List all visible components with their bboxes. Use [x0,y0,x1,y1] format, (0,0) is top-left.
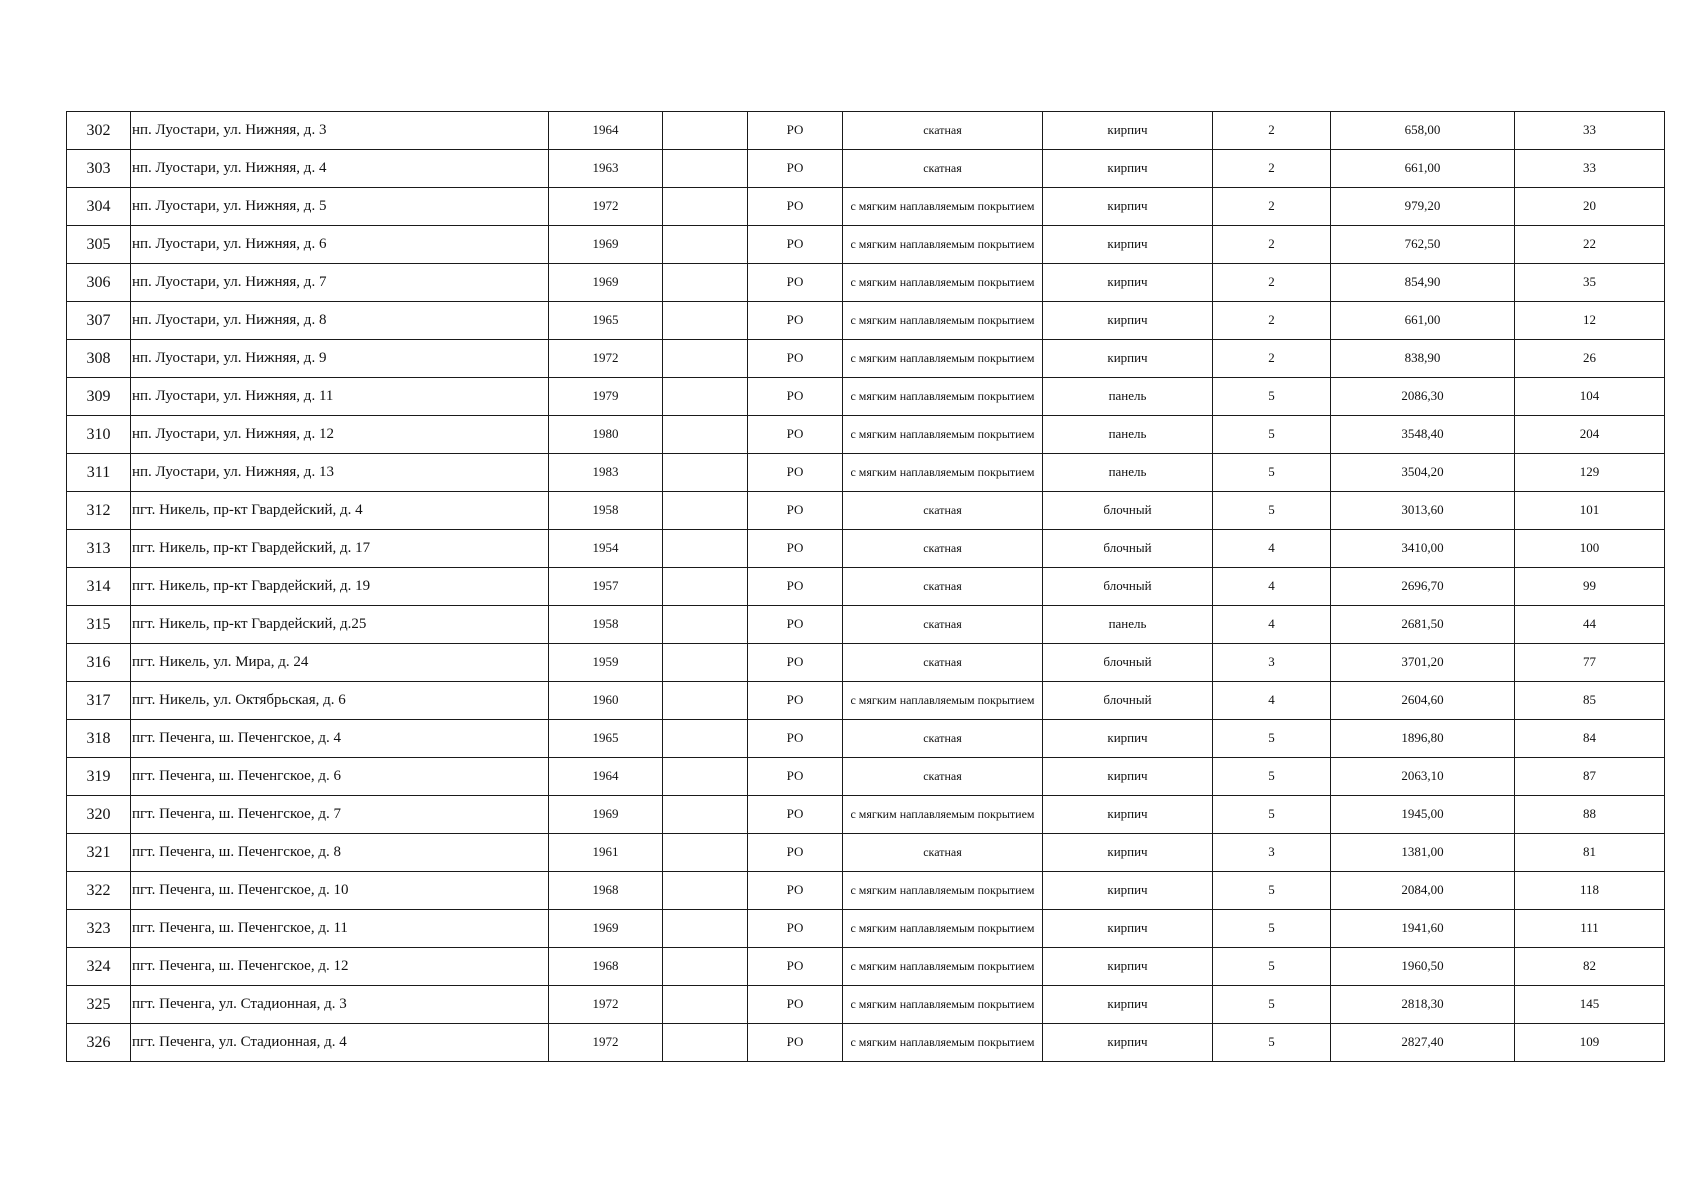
build-year-cell: 1963 [549,150,663,188]
table-row [67,796,1665,834]
wall-material-cell: кирпич [1043,302,1213,340]
table-row [67,758,1665,796]
residents-cell: 85 [1515,682,1665,720]
area-cell: 3013,60 [1331,492,1515,530]
floors-cell: 5 [1213,492,1331,530]
address-cell: пгт. Печенга, ш. Печенгское, д. 11 [131,910,549,948]
roof-type-cell: с мягким наплавляемым покрытием [843,1024,1043,1062]
build-year-cell: 1969 [549,226,663,264]
wall-material-cell: панель [1043,454,1213,492]
floors-cell: 2 [1213,150,1331,188]
residents-cell: 33 [1515,112,1665,150]
area-cell: 762,50 [1331,226,1515,264]
roof-type-cell: скатная [843,720,1043,758]
empty-cell [663,492,748,530]
area-cell: 2084,00 [1331,872,1515,910]
address-cell: пгт. Никель, пр-кт Гвардейский, д. 17 [131,530,549,568]
empty-cell [663,948,748,986]
roof-type-cell: скатная [843,150,1043,188]
row-number-cell: 303 [67,150,131,188]
residents-cell: 101 [1515,492,1665,530]
residents-cell: 129 [1515,454,1665,492]
roof-type-cell: с мягким наплавляемым покрытием [843,872,1043,910]
address-cell: нп. Луостари, ул. Нижняя, д. 7 [131,264,549,302]
floors-cell: 3 [1213,644,1331,682]
roof-type-cell: с мягким наплавляемым покрытием [843,986,1043,1024]
area-cell: 1381,00 [1331,834,1515,872]
area-cell: 2086,30 [1331,378,1515,416]
table-body [67,112,1665,1062]
program-type-cell: РО [748,606,843,644]
wall-material-cell: кирпич [1043,150,1213,188]
floors-cell: 2 [1213,112,1331,150]
roof-type-cell: с мягким наплавляемым покрытием [843,302,1043,340]
floors-cell: 5 [1213,986,1331,1024]
program-type-cell: РО [748,492,843,530]
address-cell: нп. Луостари, ул. Нижняя, д. 9 [131,340,549,378]
program-type-cell: РО [748,872,843,910]
row-number-cell: 308 [67,340,131,378]
housing-registry-table [66,111,1665,1062]
program-type-cell: РО [748,1024,843,1062]
address-cell: нп. Луостари, ул. Нижняя, д. 8 [131,302,549,340]
program-type-cell: РО [748,150,843,188]
build-year-cell: 1965 [549,302,663,340]
row-number-cell: 316 [67,644,131,682]
address-cell: пгт. Печенга, ш. Печенгское, д. 12 [131,948,549,986]
table-row [67,340,1665,378]
program-type-cell: РО [748,454,843,492]
floors-cell: 4 [1213,568,1331,606]
empty-cell [663,834,748,872]
empty-cell [663,796,748,834]
wall-material-cell: кирпич [1043,986,1213,1024]
area-cell: 658,00 [1331,112,1515,150]
table-row [67,644,1665,682]
row-number-cell: 309 [67,378,131,416]
table-row [67,454,1665,492]
area-cell: 2818,30 [1331,986,1515,1024]
program-type-cell: РО [748,226,843,264]
area-cell: 3504,20 [1331,454,1515,492]
address-cell: пгт. Печенга, ул. Стадионная, д. 3 [131,986,549,1024]
residents-cell: 88 [1515,796,1665,834]
program-type-cell: РО [748,378,843,416]
floors-cell: 3 [1213,834,1331,872]
build-year-cell: 1969 [549,910,663,948]
empty-cell [663,720,748,758]
address-cell: пгт. Печенга, ш. Печенгское, д. 7 [131,796,549,834]
table-row [67,872,1665,910]
address-cell: пгт. Никель, пр-кт Гвардейский, д.25 [131,606,549,644]
area-cell: 3548,40 [1331,416,1515,454]
roof-type-cell: с мягким наплавляемым покрытием [843,948,1043,986]
program-type-cell: РО [748,682,843,720]
row-number-cell: 326 [67,1024,131,1062]
area-cell: 2604,60 [1331,682,1515,720]
area-cell: 661,00 [1331,302,1515,340]
build-year-cell: 1968 [549,948,663,986]
address-cell: пгт. Печенга, ш. Печенгское, д. 4 [131,720,549,758]
floors-cell: 5 [1213,910,1331,948]
row-number-cell: 306 [67,264,131,302]
row-number-cell: 312 [67,492,131,530]
area-cell: 1896,80 [1331,720,1515,758]
row-number-cell: 304 [67,188,131,226]
table-row [67,530,1665,568]
wall-material-cell: панель [1043,416,1213,454]
area-cell: 2681,50 [1331,606,1515,644]
area-cell: 1960,50 [1331,948,1515,986]
roof-type-cell: с мягким наплавляемым покрытием [843,226,1043,264]
residents-cell: 81 [1515,834,1665,872]
address-cell: пгт. Никель, пр-кт Гвардейский, д. 19 [131,568,549,606]
area-cell: 2827,40 [1331,1024,1515,1062]
residents-cell: 35 [1515,264,1665,302]
wall-material-cell: кирпич [1043,872,1213,910]
residents-cell: 118 [1515,872,1665,910]
build-year-cell: 1958 [549,492,663,530]
table-row [67,720,1665,758]
area-cell: 1941,60 [1331,910,1515,948]
roof-type-cell: скатная [843,530,1043,568]
roof-type-cell: с мягким наплавляемым покрытием [843,264,1043,302]
program-type-cell: РО [748,986,843,1024]
floors-cell: 5 [1213,720,1331,758]
floors-cell: 4 [1213,606,1331,644]
program-type-cell: РО [748,948,843,986]
row-number-cell: 302 [67,112,131,150]
empty-cell [663,150,748,188]
row-number-cell: 315 [67,606,131,644]
area-cell: 854,90 [1331,264,1515,302]
roof-type-cell: с мягким наплавляемым покрытием [843,454,1043,492]
roof-type-cell: скатная [843,644,1043,682]
wall-material-cell: панель [1043,606,1213,644]
area-cell: 661,00 [1331,150,1515,188]
empty-cell [663,226,748,264]
build-year-cell: 1964 [549,112,663,150]
floors-cell: 4 [1213,530,1331,568]
floors-cell: 2 [1213,302,1331,340]
residents-cell: 204 [1515,416,1665,454]
residents-cell: 109 [1515,1024,1665,1062]
residents-cell: 33 [1515,150,1665,188]
residents-cell: 22 [1515,226,1665,264]
table-row [67,948,1665,986]
residents-cell: 82 [1515,948,1665,986]
build-year-cell: 1965 [549,720,663,758]
build-year-cell: 1969 [549,264,663,302]
empty-cell [663,568,748,606]
table-row [67,682,1665,720]
address-cell: пгт. Никель, пр-кт Гвардейский, д. 4 [131,492,549,530]
program-type-cell: РО [748,340,843,378]
roof-type-cell: скатная [843,112,1043,150]
floors-cell: 2 [1213,264,1331,302]
build-year-cell: 1968 [549,872,663,910]
wall-material-cell: кирпич [1043,948,1213,986]
empty-cell [663,454,748,492]
wall-material-cell: блочный [1043,492,1213,530]
wall-material-cell: кирпич [1043,1024,1213,1062]
build-year-cell: 1972 [549,188,663,226]
roof-type-cell: скатная [843,492,1043,530]
empty-cell [663,302,748,340]
residents-cell: 20 [1515,188,1665,226]
area-cell: 1945,00 [1331,796,1515,834]
build-year-cell: 1961 [549,834,663,872]
program-type-cell: РО [748,264,843,302]
table-row [67,834,1665,872]
build-year-cell: 1972 [549,340,663,378]
program-type-cell: РО [748,720,843,758]
empty-cell [663,112,748,150]
row-number-cell: 322 [67,872,131,910]
wall-material-cell: кирпич [1043,910,1213,948]
area-cell: 2063,10 [1331,758,1515,796]
roof-type-cell: скатная [843,606,1043,644]
program-type-cell: РО [748,302,843,340]
program-type-cell: РО [748,188,843,226]
wall-material-cell: кирпич [1043,340,1213,378]
roof-type-cell: с мягким наплавляемым покрытием [843,340,1043,378]
build-year-cell: 1960 [549,682,663,720]
address-cell: нп. Луостари, ул. Нижняя, д. 6 [131,226,549,264]
row-number-cell: 311 [67,454,131,492]
roof-type-cell: скатная [843,758,1043,796]
wall-material-cell: кирпич [1043,188,1213,226]
wall-material-cell: блочный [1043,568,1213,606]
table-row [67,264,1665,302]
wall-material-cell: блочный [1043,644,1213,682]
build-year-cell: 1979 [549,378,663,416]
empty-cell [663,188,748,226]
address-cell: нп. Луостари, ул. Нижняя, д. 12 [131,416,549,454]
wall-material-cell: кирпич [1043,112,1213,150]
area-cell: 979,20 [1331,188,1515,226]
residents-cell: 26 [1515,340,1665,378]
roof-type-cell: скатная [843,834,1043,872]
empty-cell [663,530,748,568]
table-row [67,416,1665,454]
wall-material-cell: кирпич [1043,264,1213,302]
wall-material-cell: кирпич [1043,720,1213,758]
residents-cell: 99 [1515,568,1665,606]
build-year-cell: 1964 [549,758,663,796]
address-cell: нп. Луостари, ул. Нижняя, д. 13 [131,454,549,492]
area-cell: 3701,20 [1331,644,1515,682]
program-type-cell: РО [748,568,843,606]
floors-cell: 5 [1213,796,1331,834]
roof-type-cell: с мягким наплавляемым покрытием [843,910,1043,948]
row-number-cell: 325 [67,986,131,1024]
roof-type-cell: с мягким наплавляемым покрытием [843,416,1043,454]
row-number-cell: 307 [67,302,131,340]
address-cell: пгт. Печенга, ш. Печенгское, д. 8 [131,834,549,872]
build-year-cell: 1958 [549,606,663,644]
empty-cell [663,606,748,644]
table-row [67,606,1665,644]
address-cell: нп. Луостари, ул. Нижняя, д. 4 [131,150,549,188]
residents-cell: 84 [1515,720,1665,758]
address-cell: пгт. Печенга, ш. Печенгское, д. 10 [131,872,549,910]
build-year-cell: 1972 [549,1024,663,1062]
program-type-cell: РО [748,910,843,948]
wall-material-cell: кирпич [1043,796,1213,834]
floors-cell: 4 [1213,682,1331,720]
row-number-cell: 323 [67,910,131,948]
residents-cell: 145 [1515,986,1665,1024]
address-cell: пгт. Никель, ул. Октябрьская, д. 6 [131,682,549,720]
row-number-cell: 310 [67,416,131,454]
address-cell: пгт. Никель, ул. Мира, д. 24 [131,644,549,682]
wall-material-cell: панель [1043,378,1213,416]
roof-type-cell: с мягким наплавляемым покрытием [843,682,1043,720]
build-year-cell: 1980 [549,416,663,454]
roof-type-cell: с мягким наплавляемым покрытием [843,796,1043,834]
program-type-cell: РО [748,416,843,454]
table-row [67,302,1665,340]
wall-material-cell: блочный [1043,530,1213,568]
program-type-cell: РО [748,796,843,834]
residents-cell: 87 [1515,758,1665,796]
empty-cell [663,340,748,378]
row-number-cell: 324 [67,948,131,986]
build-year-cell: 1969 [549,796,663,834]
row-number-cell: 318 [67,720,131,758]
program-type-cell: РО [748,758,843,796]
empty-cell [663,872,748,910]
row-number-cell: 321 [67,834,131,872]
area-cell: 2696,70 [1331,568,1515,606]
table-row [67,492,1665,530]
build-year-cell: 1957 [549,568,663,606]
area-cell: 838,90 [1331,340,1515,378]
residents-cell: 12 [1515,302,1665,340]
build-year-cell: 1983 [549,454,663,492]
residents-cell: 44 [1515,606,1665,644]
row-number-cell: 313 [67,530,131,568]
row-number-cell: 319 [67,758,131,796]
wall-material-cell: кирпич [1043,834,1213,872]
residents-cell: 111 [1515,910,1665,948]
program-type-cell: РО [748,644,843,682]
empty-cell [663,1024,748,1062]
table-row [67,1024,1665,1062]
floors-cell: 5 [1213,454,1331,492]
floors-cell: 2 [1213,188,1331,226]
program-type-cell: РО [748,112,843,150]
table-row [67,378,1665,416]
roof-type-cell: с мягким наплавляемым покрытием [843,378,1043,416]
roof-type-cell: с мягким наплавляемым покрытием [843,188,1043,226]
residents-cell: 77 [1515,644,1665,682]
empty-cell [663,378,748,416]
build-year-cell: 1954 [549,530,663,568]
empty-cell [663,644,748,682]
floors-cell: 5 [1213,1024,1331,1062]
table-row [67,986,1665,1024]
row-number-cell: 317 [67,682,131,720]
address-cell: нп. Луостари, ул. Нижняя, д. 5 [131,188,549,226]
floors-cell: 5 [1213,948,1331,986]
empty-cell [663,986,748,1024]
row-number-cell: 320 [67,796,131,834]
build-year-cell: 1972 [549,986,663,1024]
residents-cell: 100 [1515,530,1665,568]
empty-cell [663,682,748,720]
table-row [67,150,1665,188]
row-number-cell: 314 [67,568,131,606]
wall-material-cell: блочный [1043,682,1213,720]
wall-material-cell: кирпич [1043,226,1213,264]
empty-cell [663,264,748,302]
program-type-cell: РО [748,834,843,872]
roof-type-cell: скатная [843,568,1043,606]
wall-material-cell: кирпич [1043,758,1213,796]
address-cell: пгт. Печенга, ул. Стадионная, д. 4 [131,1024,549,1062]
floors-cell: 5 [1213,416,1331,454]
empty-cell [663,416,748,454]
floors-cell: 2 [1213,226,1331,264]
table-row [67,568,1665,606]
address-cell: нп. Луостари, ул. Нижняя, д. 11 [131,378,549,416]
row-number-cell: 305 [67,226,131,264]
table-row [67,112,1665,150]
build-year-cell: 1959 [549,644,663,682]
floors-cell: 2 [1213,340,1331,378]
address-cell: пгт. Печенга, ш. Печенгское, д. 6 [131,758,549,796]
table-row [67,188,1665,226]
program-type-cell: РО [748,530,843,568]
floors-cell: 5 [1213,378,1331,416]
empty-cell [663,910,748,948]
table-row [67,910,1665,948]
area-cell: 3410,00 [1331,530,1515,568]
residents-cell: 104 [1515,378,1665,416]
empty-cell [663,758,748,796]
table-row [67,226,1665,264]
address-cell: нп. Луостари, ул. Нижняя, д. 3 [131,112,549,150]
floors-cell: 5 [1213,872,1331,910]
floors-cell: 5 [1213,758,1331,796]
